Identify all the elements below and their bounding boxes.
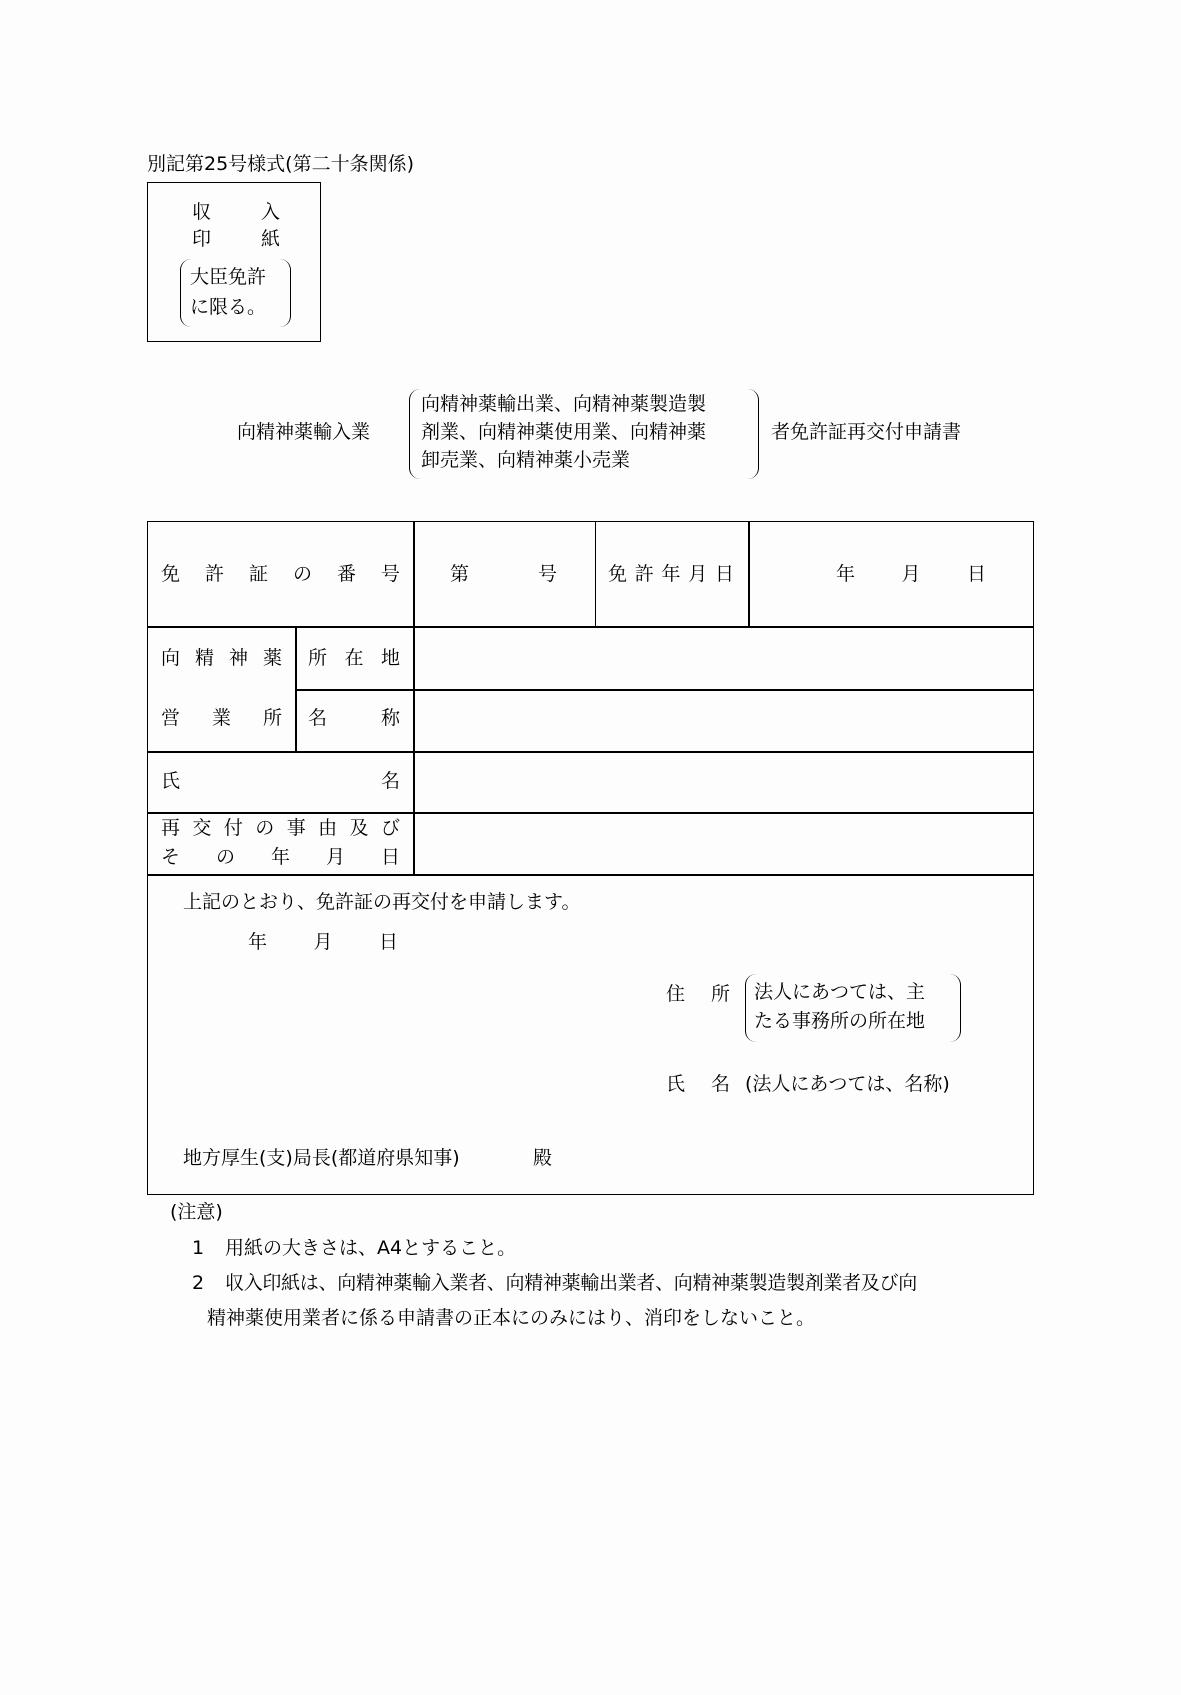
license-number-field[interactable]: 第 号	[450, 563, 557, 585]
note-2-text: 収入印紙は、向精神薬輸入業者、向精神薬輸出業者、向精神薬製造製剤業者及び向	[225, 1272, 917, 1294]
stamp-char: 紙	[260, 228, 280, 250]
address-label: 住 所	[666, 983, 730, 1005]
office-label-1: 向 精 神 薬	[161, 647, 282, 669]
declaration-date[interactable]: 年 月 日	[248, 931, 398, 953]
note-2-number: 2	[192, 1272, 205, 1294]
title-option-2: 剤業、向精神薬使用業、向精神薬	[421, 421, 707, 443]
applicant-name-note: (法人にあつては、名称)	[745, 1073, 950, 1095]
stamp-note-2: に限る。	[190, 296, 267, 318]
person-name-field[interactable]	[415, 753, 1032, 811]
stamp-char: 収	[192, 201, 212, 223]
right-bracket	[748, 389, 759, 479]
note-2-continued: 精神薬使用業者に係る申請書の正本にのみにはり、消印をしないこと。	[207, 1307, 816, 1329]
addressee: 地方厚生(支)局長(都道府県知事)	[183, 1147, 460, 1169]
notes-heading: (注意)	[170, 1201, 223, 1223]
form-header: 別記第25号様式(第二十条関係)	[147, 153, 415, 175]
declaration-statement: 上記のとおり、免許証の再交付を申請します。	[183, 891, 581, 913]
stamp-note-1: 大臣免許	[190, 266, 267, 288]
person-name-label: 氏 名	[161, 770, 400, 792]
title-suffix: 者免許証再交付申請書	[771, 421, 962, 443]
office-name-label: 名 称	[308, 707, 400, 729]
note-1-text: 用紙の大きさは、A4とすること。	[225, 1237, 517, 1259]
reason-field[interactable]	[415, 814, 1032, 873]
location-label: 所 在 地	[308, 647, 400, 669]
col-divider	[595, 521, 596, 626]
reason-label-2: そ の 年 月 日	[161, 846, 400, 868]
office-name-field[interactable]	[415, 691, 1032, 750]
applicant-name-label: 氏 名	[666, 1073, 730, 1095]
right-bracket	[280, 259, 291, 327]
col-divider	[748, 521, 750, 626]
right-bracket	[950, 974, 961, 1042]
office-label-2: 営 業 所	[161, 707, 282, 729]
license-date-field[interactable]: 年 月 日	[836, 563, 986, 585]
stamp-char: 入	[260, 201, 280, 223]
note-1-number: 1	[192, 1237, 205, 1259]
stamp-char: 印	[192, 228, 212, 250]
title-option-3: 卸売業、向精神薬小売業	[421, 449, 631, 471]
left-bracket	[409, 389, 420, 479]
title-option-1: 向精神薬輸出業、向精神薬製造製	[421, 393, 707, 415]
address-note-2: たる事務所の所在地	[754, 1010, 926, 1032]
address-note-1: 法人にあつては、主	[754, 981, 926, 1003]
row-divider	[147, 874, 1034, 876]
revenue-stamp-box	[147, 182, 321, 342]
col-divider	[295, 626, 297, 751]
title-prefix: 向精神薬輸入業	[237, 421, 371, 443]
license-number-label: 免 許 証 の 番 号	[161, 563, 400, 585]
honorific: 殿	[533, 1147, 553, 1169]
office-location-field[interactable]	[415, 628, 1032, 688]
license-date-label: 免 許 年 月 日	[608, 563, 734, 585]
reason-label-1: 再 交 付 の 事 由 及 び	[161, 817, 400, 839]
